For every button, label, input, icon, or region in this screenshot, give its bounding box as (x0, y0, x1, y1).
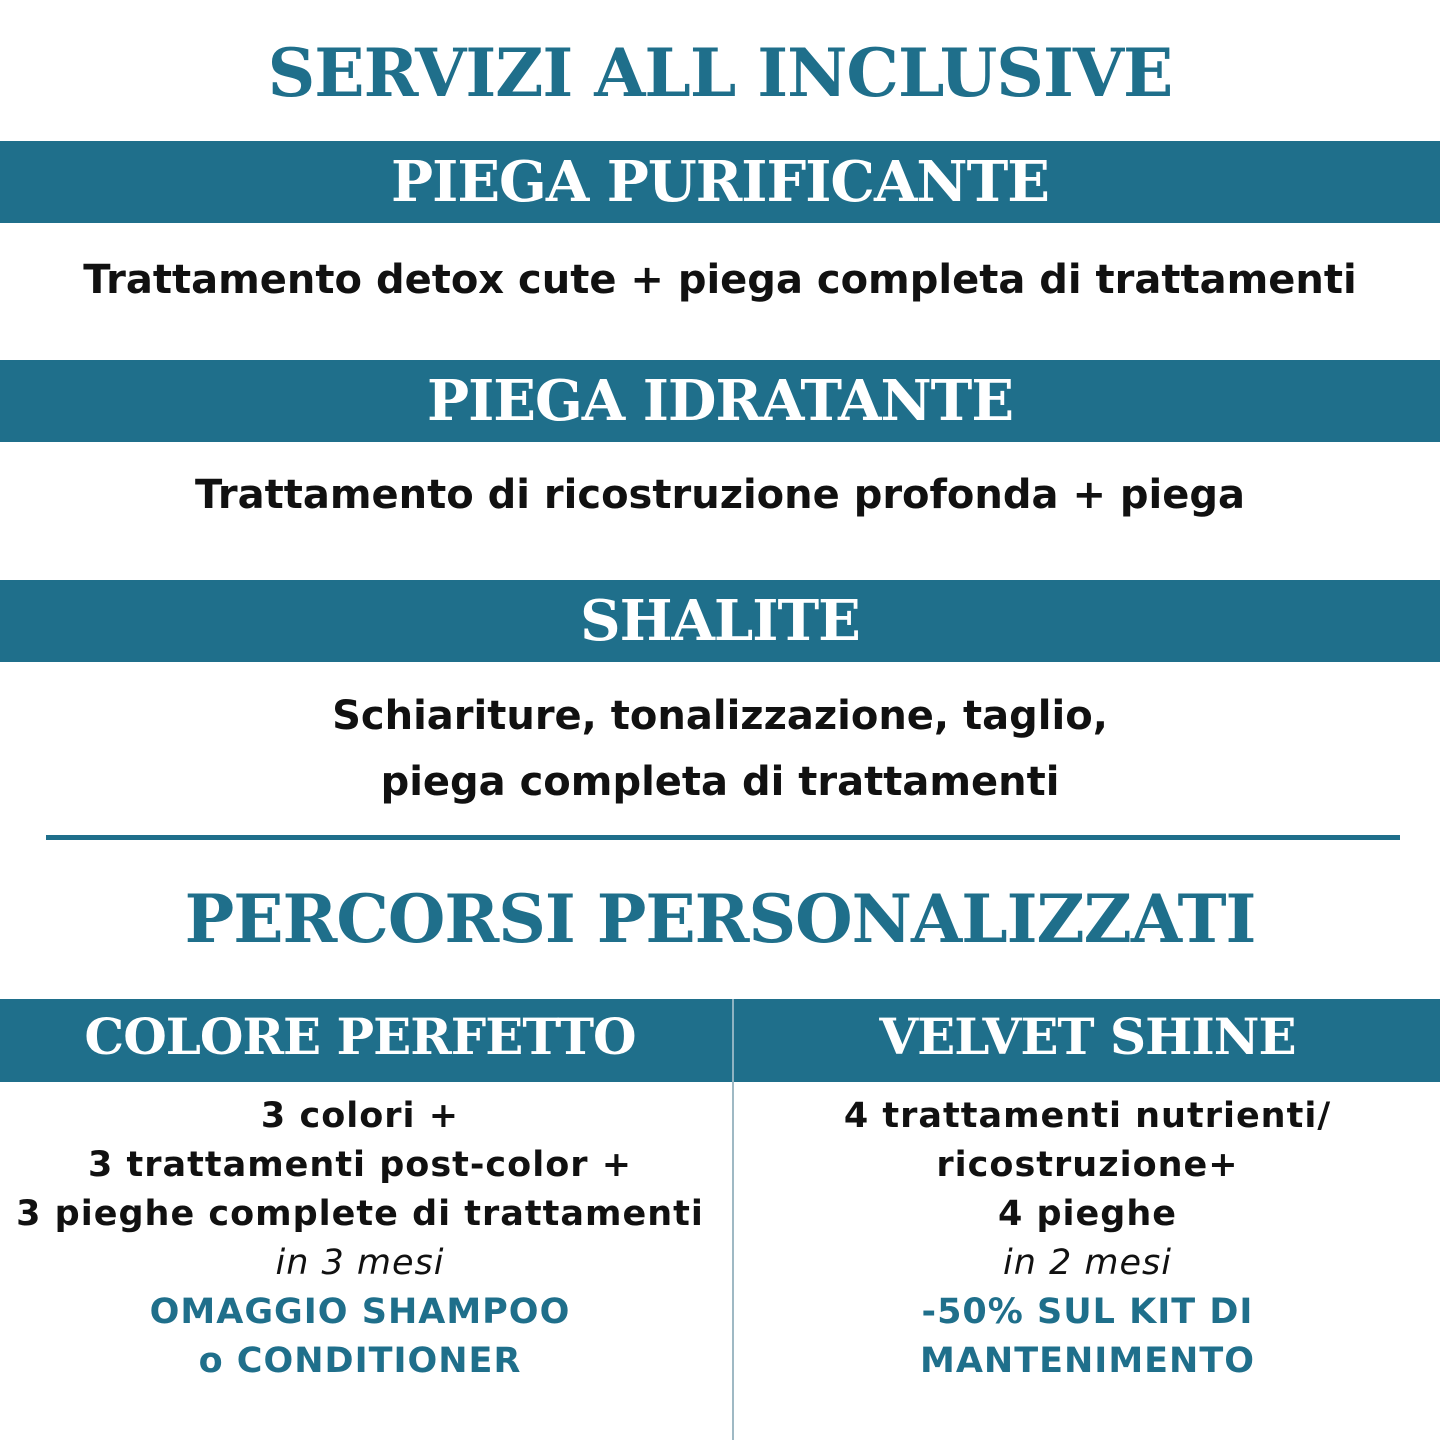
packages-header-band (0, 999, 1440, 1082)
service-description-line: Trattamento di ricostruzione profonda + piega (195, 472, 1245, 518)
package-promo: -50% SUL KIT DI (921, 1292, 1254, 1332)
package-promo: OMAGGIO SHAMPOO (149, 1292, 571, 1332)
service-title-piega-idratante: PIEGA IDRATANTE (0, 360, 1440, 442)
section-title-percorsi: PERCORSI PERSONALIZZATI (184, 880, 1256, 958)
service-description-piega-idratante (0, 467, 1440, 523)
service-title-shalite: SHALITE (0, 580, 1440, 662)
column-divider-band (732, 999, 734, 1082)
package-line: 3 trattamenti post-color + (87, 1145, 633, 1185)
package-duration: in 2 mesi (1002, 1243, 1172, 1283)
service-description-shalite (0, 683, 1440, 815)
service-description-line: piega completa di trattamenti (380, 759, 1060, 805)
service-description-piega-purificante (0, 252, 1440, 308)
section-divider (46, 835, 1400, 840)
package-details-colore-perfetto (0, 1092, 720, 1386)
package-line: ricostruzione+ (936, 1145, 1239, 1185)
service-description-line: Trattamento detox cute + piega completa di trattamenti (83, 257, 1357, 303)
service-title-piega-purificante: PIEGA PURIFICANTE (0, 141, 1440, 223)
package-details-velvet-shine (735, 1092, 1440, 1386)
package-title-velvet-shine: VELVET SHINE (879, 1007, 1296, 1066)
package-line: 4 trattamenti nutrienti/ (843, 1096, 1332, 1136)
package-line: 3 pieghe complete di trattamenti (16, 1194, 704, 1234)
package-line: 4 pieghe (997, 1194, 1178, 1234)
package-promo: o CONDITIONER (198, 1341, 522, 1381)
service-description-line: Schiariture, tonalizzazione, taglio, (332, 693, 1108, 739)
package-title-colore-perfetto: COLORE PERFETTO (84, 1007, 636, 1066)
package-line: 3 colori + (260, 1096, 460, 1136)
page-title: SERVIZI ALL INCLUSIVE (267, 34, 1173, 112)
package-promo: MANTENIMENTO (920, 1341, 1255, 1381)
package-duration: in 3 mesi (275, 1243, 445, 1283)
